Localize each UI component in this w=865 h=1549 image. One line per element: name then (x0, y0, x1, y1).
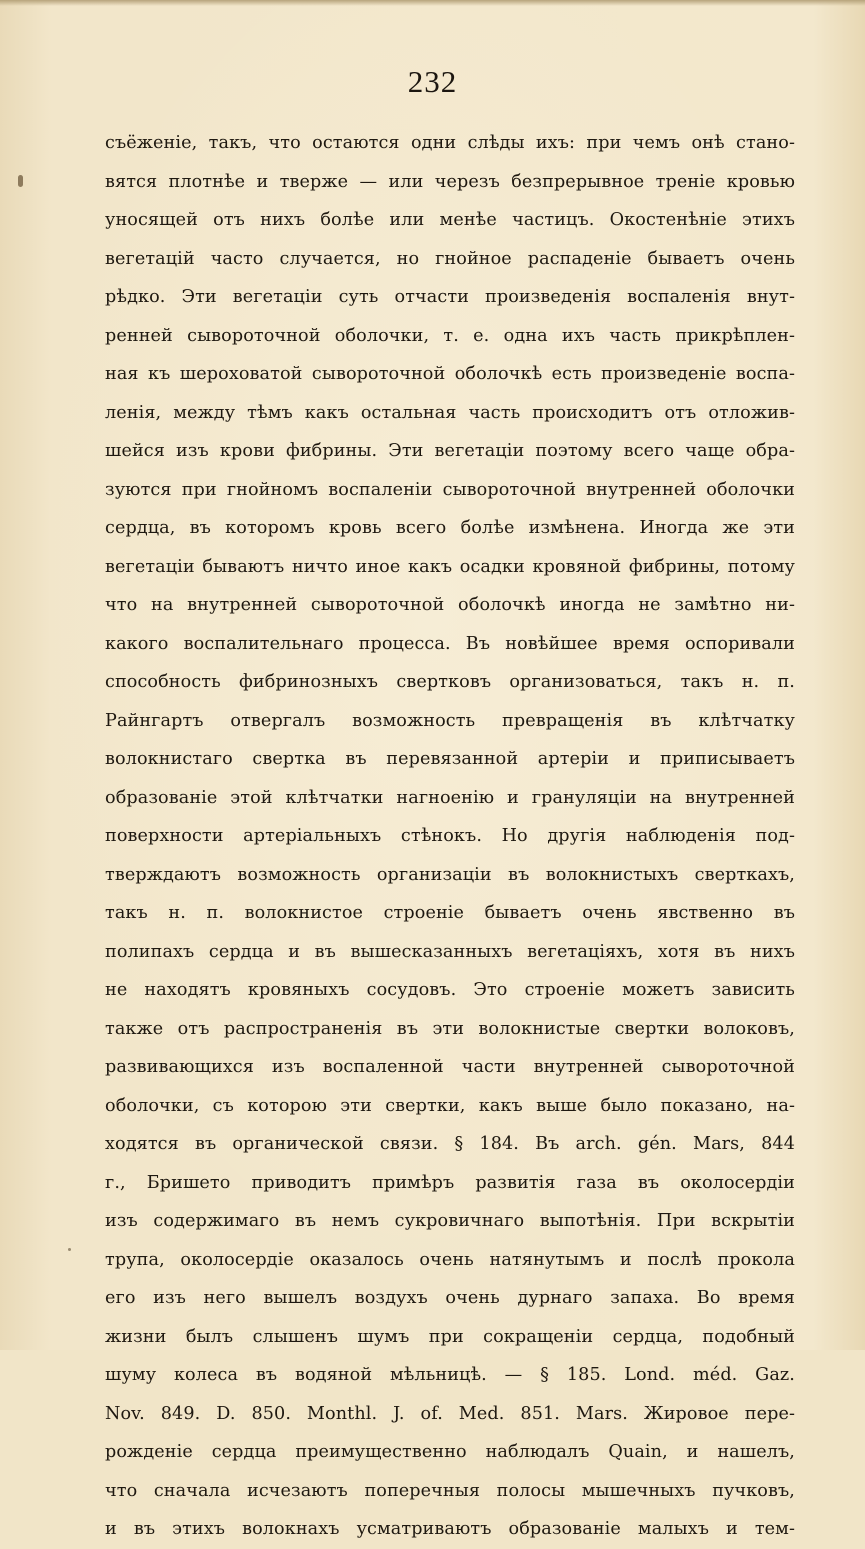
text-line: волокнистаго свертка въ перевязанной артеріи и приписываетъ (105, 749, 795, 769)
text-line: развивающихся изъ воспаленной части внутренней сывороточной (105, 1057, 795, 1077)
text-line: ренней сывороточной оболочки, т. е. одна ихъ часть прикрѣплен- (105, 325, 795, 346)
body-text (105, 124, 795, 1549)
text-line: поверхности артеріальныхъ стѣнокъ. Но другія наблюденія под- (105, 826, 795, 846)
text-line: уносящей отъ нихъ болѣе или менѣе частицъ. Окостенѣніе этихъ (105, 210, 795, 230)
text-line: вятся плотнѣе и тверже — или черезъ безпрерывное треніе кровью (105, 171, 795, 192)
page-top-edge (0, 0, 865, 6)
text-line: шуму колеса въ водяной мѣльницѣ. — § 185. Lond. méd. Gaz. (105, 1365, 795, 1385)
text-line: и въ этихъ волокнахъ усматриваютъ образованіе малыхъ и тем- (105, 1519, 795, 1539)
text-line: его изъ него вышелъ воздухъ очень дурнаго запаха. Во время (105, 1288, 795, 1308)
text-line: образованіе этой клѣтчатки нагноенію и грануляціи на внутренней (105, 787, 795, 808)
text-line: г., Бришето приводитъ примѣръ развитія газа въ околосердіи (105, 1172, 795, 1193)
text-line: ходятся въ органической связи. § 184. Въ arch. gén. Mars, 844 (105, 1134, 795, 1154)
text-line: изъ содержимаго въ немъ сукровичнаго выпотѣнія. При вскрытіи (105, 1211, 795, 1231)
text-line: тверждаютъ возможность организаціи въ волокнистыхъ сверткахъ, (105, 864, 795, 885)
text-line: зуются при гнойномъ воспаленіи сывороточной внутренней оболочки (105, 479, 795, 500)
text-line: также отъ распространенія въ эти волокнистые свертки волоковъ, (105, 1018, 795, 1039)
text-line: трупа, околосердіе оказалось очень натянутымъ и послѣ прокола (105, 1249, 795, 1270)
margin-speck (68, 1248, 71, 1251)
text-line: не находятъ кровяныхъ сосудовъ. Это строеніе можетъ зависить (105, 980, 795, 1000)
text-line: что на внутренней сывороточной оболочкѣ иногда не замѣтно ни- (105, 595, 795, 615)
page-number: 232 (407, 64, 458, 99)
text-line: шейся изъ крови фибрины. Эти вегетаціи поэтому всего чаще обра- (105, 441, 795, 461)
text-line: вегетаціи бываютъ ничто иное какъ осадки кровяной фибрины, потому (105, 556, 795, 577)
text-line: сердца, въ которомъ кровь всего болѣе измѣнена. Иногда же эти (105, 518, 795, 538)
text-line: Nov. 849. D. 850. Monthl. J. of. Med. 851. Mars. Жировое пере- (105, 1403, 795, 1424)
text-line: что сначала исчезаютъ поперечныя полосы мышечныхъ пучковъ, (105, 1480, 795, 1501)
text-line: какого воспалительнаго процесса. Въ новѣйшее время оспоривали (105, 633, 795, 654)
text-line: съёженіе, такъ, что остаются одни слѣды ихъ: при чемъ онѣ стано- (105, 133, 795, 153)
text-line: рѣдко. Эти вегетаціи суть отчасти произведенія воспаленія внут- (105, 287, 795, 307)
text-line: способность фибринозныхъ свертковъ организоваться, такъ н. п. (105, 672, 795, 692)
text-line: жизни былъ слышенъ шумъ при сокращеніи сердца, подобный (105, 1326, 795, 1347)
text-line: такъ н. п. волокнистое строеніе бываетъ очень явственно въ (105, 903, 795, 923)
text-line: рожденіе сердца преимущественно наблюдалъ Quain, и нашелъ, (105, 1442, 795, 1462)
text-line: ная къ шероховатой сывороточной оболочкѣ есть произведеніе воспа- (105, 364, 795, 384)
text-line: полипахъ сердца и въ вышесказанныхъ вегетаціяхъ, хотя въ нихъ (105, 941, 795, 962)
margin-mark (18, 175, 23, 187)
text-line: ленія, между тѣмъ какъ остальная часть происходитъ отъ отложив- (105, 402, 795, 423)
text-line: оболочки, съ которою эти свертки, какъ выше было показано, на- (105, 1095, 795, 1116)
text-line: вегетацій часто случается, но гнойное распаденіе бываетъ очень (105, 248, 795, 269)
text-line: Райнгартъ отвергалъ возможность превращенія въ клѣтчатку (105, 710, 795, 731)
